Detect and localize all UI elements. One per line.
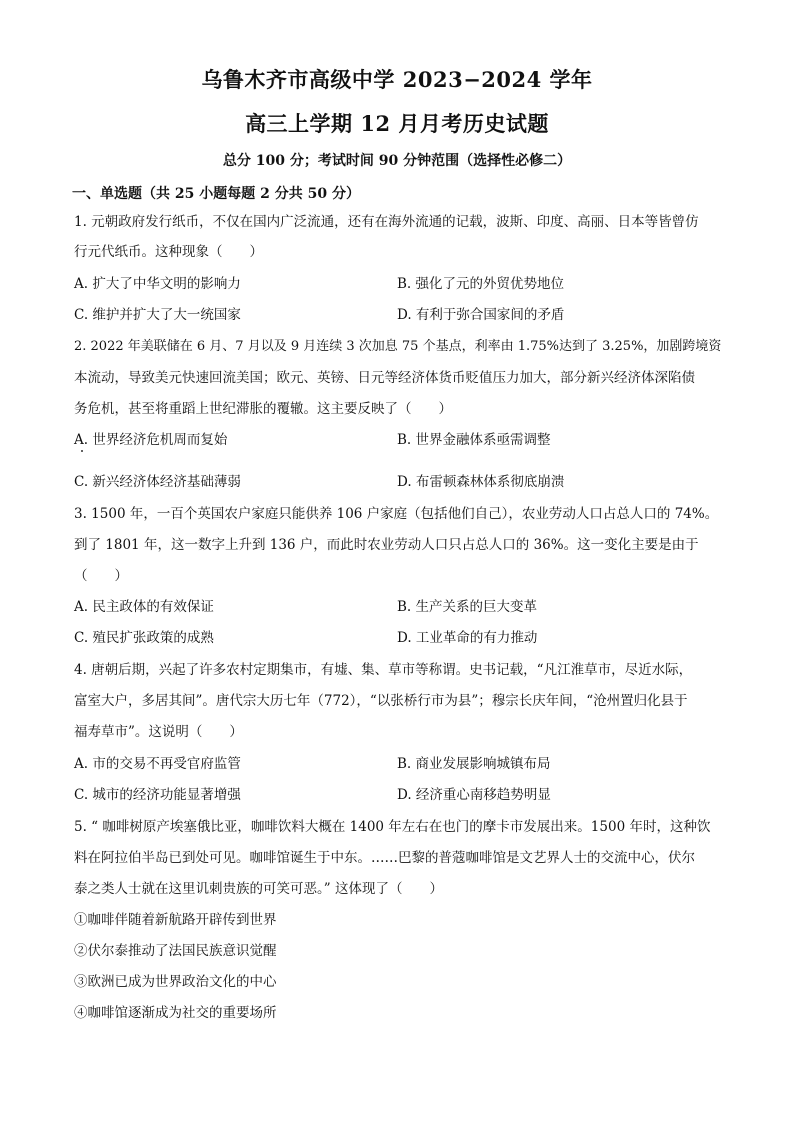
- q4-option-b: B. 商业发展影响城镇布局: [397, 756, 551, 772]
- q5-stem-line: 5. “ 咖啡树原产埃塞俄比亚，咖啡饮料大概在 1400 年左右在也门的摩卡市发展出来。1500 年时，这种饮: [74, 819, 711, 835]
- q5-statement: ①咖啡伴随着新航路开辟传到世界: [74, 912, 277, 928]
- q2-stem-line: 2. 2022 年美联储在 6 月、7 月以及 9 月连续 3 次加息 75 个基点，利率由 1.75%达到了 3.25%，加剧跨境资: [74, 339, 722, 354]
- exam-subtitle: 总分 100 分；考试时间 90 分钟范围（选择性必修二）: [222, 153, 572, 169]
- q3-stem-line: 3. 1500 年，一百个英国农户家庭只能供养 106 户家庭（包括他们自己），农业劳动人口占总人口的 74%。: [74, 506, 719, 522]
- stray-mark: [81, 450, 83, 452]
- q5-statement: ③欧洲已成为世界政治文化的中心: [74, 974, 277, 990]
- q1-stem-line: 1. 元朝政府发行纸币，不仅在国内广泛流通，还有在海外流通的记载，波斯、印度、高丽、日本等皆曾仿: [74, 214, 699, 230]
- section-heading: 一、单选题（共 25 小题每题 2 分共 50 分）: [72, 186, 360, 202]
- q2-option-b: B. 世界金融体系亟需调整: [397, 432, 551, 448]
- q3-option-a: A. 民主政体的有效保证: [74, 599, 214, 615]
- q1-option-c: C. 维护并扩大了大一统国家: [74, 307, 241, 323]
- q4-stem-line: 福寿草市”。这说明（ ）: [74, 724, 243, 740]
- q3-option-b: B. 生产关系的巨大变革: [397, 599, 538, 615]
- q4-stem-line: 4. 唐朝后期，兴起了许多农村定期集市，有墟、集、草市等称谓。史书记载，“凡江淮草市，尽近水际，: [74, 662, 693, 678]
- exam-title-line2: 高三上学期 12 月月考历史试题: [245, 111, 549, 136]
- q4-option-a: A. 市的交易不再受官府监管: [74, 756, 241, 772]
- q5-stem-line: 料在阿拉伯半岛已到处可见。咖啡馆诞生于中东。……巴黎的普蔻咖啡馆是文艺界人士的交流中心，伏尔: [74, 850, 695, 866]
- q3-option-d: D. 工业革命的有力推动: [397, 630, 538, 646]
- q2-stem-line: 本流动，导致美元快速回流美国；欧元、英镑、日元等经济体货币贬值压力加大，部分新兴经济体深陷债: [74, 370, 695, 386]
- q5-statement: ④咖啡馆逐渐成为社交的重要场所: [74, 1005, 277, 1021]
- q1-option-b: B. 强化了元的外贸优势地位: [397, 276, 565, 292]
- q4-stem-line: 富室大户，多居其间”。唐代宗大历七年（772），“以张桥行市为县”；穆宗长庆年间，“沧州置归化县于: [74, 693, 688, 709]
- q3-stem-line: 到了 1801 年，这一数字上升到 136 户，而此时农业劳动人口只占总人口的 36%。这一变化主要是由于: [74, 537, 699, 553]
- q1-stem-line: 行元代纸币。这种现象（ ）: [74, 244, 263, 260]
- q2-stem-line: 务危机，甚至将重蹈上世纪滞胀的覆辙。这主要反映了（ ）: [74, 401, 452, 417]
- q2-option-c: C. 新兴经济体经济基础薄弱: [74, 474, 241, 490]
- q5-stem-line: 泰之类人士就在这里讥刺贵族的可笑可恶。” 这体现了（ ）: [74, 881, 443, 897]
- q5-statement: ②伏尔泰推动了法国民族意识觉醒: [74, 943, 277, 959]
- q4-option-d: D. 经济重心南移趋势明显: [397, 787, 551, 803]
- q3-option-c: C. 殖民扩张政策的成熟: [74, 630, 214, 646]
- q1-option-a: A. 扩大了中华文明的影响力: [74, 276, 241, 292]
- q4-option-c: C. 城市的经济功能显著增强: [74, 787, 241, 803]
- q3-stem-line: （ ）: [74, 568, 128, 584]
- exam-title-line1: 乌鲁木齐市高级中学 2023−2024 学年: [201, 67, 593, 92]
- q2-option-a: A. 世界经济危机周而复始: [74, 432, 228, 448]
- q2-option-d: D. 布雷顿森林体系彻底崩溃: [397, 474, 565, 490]
- q1-option-d: D. 有利于弥合国家间的矛盾: [397, 307, 565, 323]
